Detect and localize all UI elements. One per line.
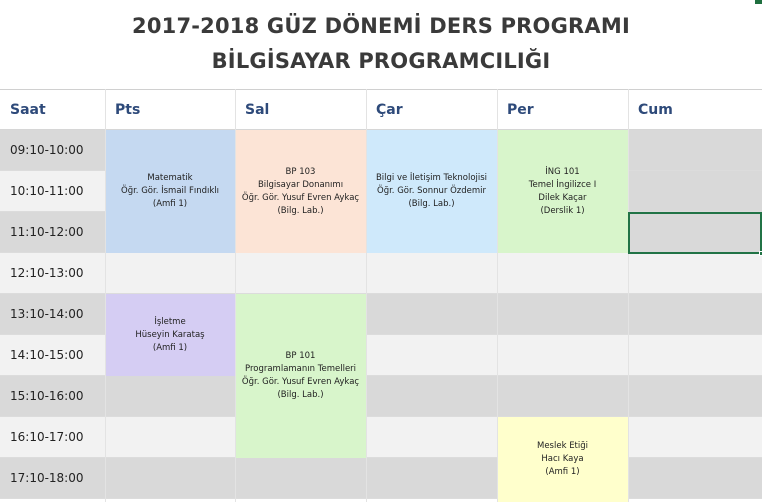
- course-line: Programlamanın Temelleri: [244, 364, 357, 374]
- course-line: Hüseyin Karataş: [135, 329, 205, 340]
- course-line: Temel İngilizce I: [528, 179, 597, 190]
- schedule-cell[interactable]: [497, 335, 628, 376]
- column-resize-mark: [755, 0, 762, 4]
- schedule-cell[interactable]: [497, 253, 628, 294]
- column-divider: [497, 89, 498, 502]
- schedule-grid: [0, 89, 762, 502]
- column-divider: [366, 89, 367, 502]
- schedule-cell[interactable]: [628, 458, 762, 499]
- schedule-cell[interactable]: [105, 376, 235, 417]
- course-line: (Bilg. Lab.): [277, 205, 324, 216]
- column-divider: [628, 89, 629, 502]
- course-meslek-etigi[interactable]: [497, 417, 628, 502]
- course-ing101[interactable]: [497, 130, 628, 253]
- course-line: Öğr. Gör. İsmail Fındıklı: [121, 186, 219, 196]
- course-isletme[interactable]: [105, 294, 235, 376]
- schedule-cell[interactable]: [366, 376, 497, 417]
- header-day-thu[interactable]: Per: [507, 102, 534, 118]
- schedule-cell[interactable]: [628, 417, 762, 458]
- course-line: İşletme: [154, 316, 186, 327]
- schedule-cell[interactable]: [497, 376, 628, 417]
- header-row: [0, 89, 762, 130]
- schedule-title: 2017-2018 GÜZ DÖNEMİ DERS PROGRAMI: [132, 14, 630, 38]
- header-day-tue[interactable]: Sal: [245, 102, 270, 118]
- course-line: (Amfi 1): [152, 342, 188, 353]
- schedule-cell[interactable]: [497, 294, 628, 335]
- schedule-cell[interactable]: [235, 458, 366, 499]
- course-line: (Amfi 1): [152, 199, 188, 209]
- course-line: Bilgisayar Donanımı: [257, 179, 344, 190]
- schedule-cell[interactable]: [628, 130, 762, 171]
- course-line: Bilgi ve İletişim Teknolojisi: [375, 173, 488, 183]
- header-day-wed[interactable]: Çar: [376, 102, 403, 118]
- course-line: BP 103: [285, 166, 316, 177]
- column-divider: [105, 89, 106, 502]
- schedule-cell[interactable]: [235, 253, 366, 294]
- schedule-cell[interactable]: [628, 171, 762, 212]
- course-line: Matematik: [147, 173, 193, 183]
- course-bp101[interactable]: [235, 294, 366, 458]
- row-divider: [0, 498, 762, 499]
- course-bp103[interactable]: [235, 130, 366, 253]
- schedule-cell[interactable]: [366, 253, 497, 294]
- time-slot-cell[interactable]: 12:10-13:00: [0, 253, 105, 294]
- course-line: Meslek Etiği: [536, 441, 589, 451]
- course-line: (Derslik 1): [540, 205, 585, 216]
- schedule-cell[interactable]: [366, 294, 497, 335]
- course-line: (Bilg. Lab.): [408, 199, 455, 209]
- column-divider: [235, 89, 236, 502]
- time-slot-cell[interactable]: 14:10-15:00: [0, 335, 105, 376]
- schedule-cell[interactable]: [105, 253, 235, 294]
- title-area: [0, 0, 762, 89]
- schedule-cell[interactable]: [105, 458, 235, 499]
- header-day-mon[interactable]: Pts: [115, 102, 141, 118]
- course-line: BP 101: [285, 351, 316, 361]
- selected-cell[interactable]: [628, 212, 762, 254]
- course-line: (Bilg. Lab.): [277, 390, 324, 400]
- schedule-cell[interactable]: [628, 335, 762, 376]
- course-line: Öğr. Gör. Sonnur Özdemir: [377, 186, 486, 196]
- course-line: Dilek Kaçar: [538, 192, 587, 203]
- course-line: Öğr. Gör. Yusuf Evren Aykaç: [241, 377, 360, 387]
- schedule-cell[interactable]: [628, 376, 762, 417]
- course-line: (Amfi 1): [545, 467, 580, 477]
- course-line: Öğr. Gör. Yusuf Evren Aykaç: [241, 192, 360, 203]
- time-slot-cell[interactable]: 09:10-10:00: [0, 130, 105, 171]
- header-day-fri[interactable]: Cum: [638, 102, 673, 118]
- time-slot-cell[interactable]: 17:10-18:00: [0, 458, 105, 499]
- header-time[interactable]: Saat: [10, 102, 46, 118]
- schedule-cell[interactable]: [366, 335, 497, 376]
- schedule-cell[interactable]: [105, 417, 235, 458]
- course-matematik[interactable]: [105, 130, 235, 253]
- schedule-cell[interactable]: [628, 253, 762, 294]
- time-slot-cell[interactable]: 11:10-12:00: [0, 212, 105, 253]
- time-slot-cell[interactable]: 15:10-16:00: [0, 376, 105, 417]
- course-line: Hacı Kaya: [541, 454, 584, 464]
- time-slot-cell[interactable]: 13:10-14:00: [0, 294, 105, 335]
- course-bilgi-iletisim[interactable]: [366, 130, 497, 253]
- schedule-cell[interactable]: [366, 417, 497, 458]
- schedule-cell[interactable]: [366, 458, 497, 499]
- schedule-cell[interactable]: [628, 294, 762, 335]
- department-title: BİLGİSAYAR PROGRAMCILIĞI: [211, 49, 551, 73]
- course-line: İNG 101: [545, 166, 580, 177]
- time-slot-cell[interactable]: 16:10-17:00: [0, 417, 105, 458]
- time-slot-cell[interactable]: 10:10-11:00: [0, 171, 105, 212]
